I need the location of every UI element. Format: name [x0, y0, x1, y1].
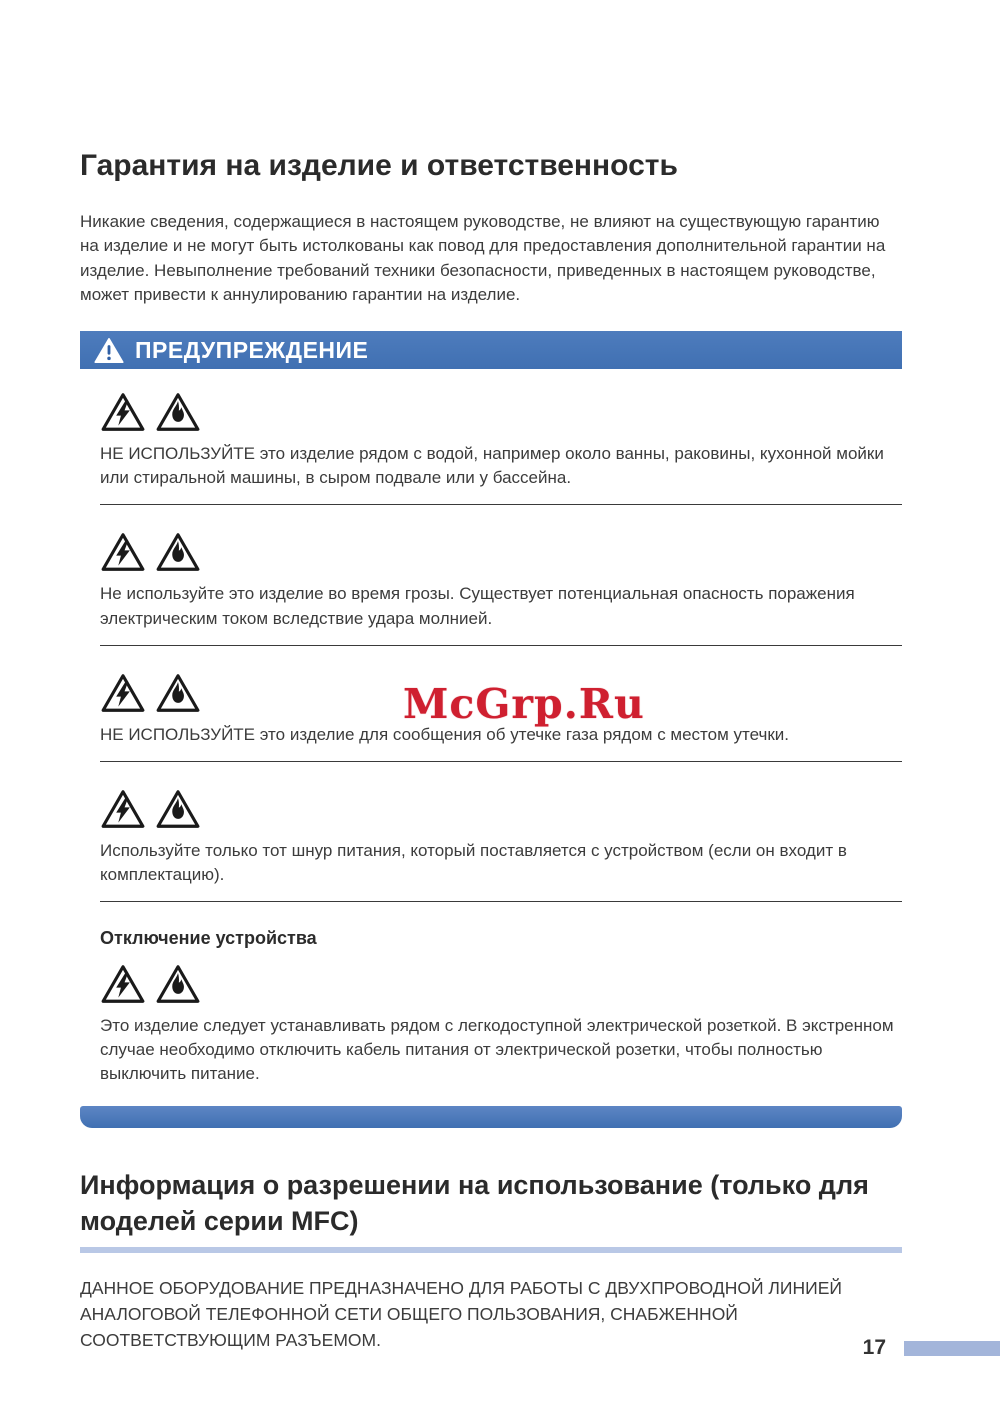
- warning-text: Это изделие следует устанавливать рядом с легкодоступной электрической розеткой. В экстренном случае необходимо отключить кабель питания от электрической розетки, чтобы полностью выключить питание.: [100, 1016, 894, 1084]
- flammable-triangle-icon: [155, 672, 201, 714]
- alert-triangle-icon: [94, 337, 124, 364]
- flammable-triangle-icon: [155, 788, 201, 830]
- flammable-triangle-icon: [155, 531, 201, 573]
- high-voltage-triangle-icon: [100, 672, 146, 714]
- warning-banner-label: ПРЕДУПРЕЖДЕНИЕ: [135, 336, 369, 363]
- hazard-icons: [100, 391, 902, 433]
- high-voltage-triangle-icon: [100, 531, 146, 573]
- warning-text: НЕ ИСПОЛЬЗУЙТЕ это изделие для сообщения об утечке газа рядом с местом утечки.: [100, 724, 790, 744]
- page-number: 17: [862, 1336, 886, 1359]
- watermark: McGrp.Ru: [403, 680, 645, 728]
- warning-item: [80, 788, 902, 902]
- disconnect-heading: Отключение устройства: [100, 928, 317, 949]
- flammable-triangle-icon: [155, 391, 201, 433]
- hazard-icons: [100, 788, 902, 830]
- warning-text: НЕ ИСПОЛЬЗУЙТЕ это изделие рядом с водой, например около ванны, раковины, кухонной мойки или стиральной машины, в сыром подвале или у бассейна.: [100, 444, 884, 488]
- warning-text: Используйте только тот шнур питания, который поставляется с устройством (если он входит в комплектацию).: [100, 840, 847, 884]
- divider: [100, 645, 902, 646]
- high-voltage-triangle-icon: [100, 788, 146, 830]
- warning-item: [80, 963, 902, 1086]
- document-page: [80, 0, 902, 1353]
- page-number-bar: [904, 1341, 1000, 1356]
- divider: [100, 761, 902, 762]
- warning-banner: [80, 331, 902, 369]
- hazard-icons: [100, 531, 902, 573]
- high-voltage-triangle-icon: [100, 391, 146, 433]
- high-voltage-triangle-icon: [100, 963, 146, 1005]
- flammable-triangle-icon: [155, 963, 201, 1005]
- divider: [100, 901, 902, 902]
- warning-item: [80, 531, 902, 645]
- warning-item: [80, 391, 902, 505]
- intro-paragraph: Никакие сведения, содержащиеся в настоящем руководстве, не влияют на существующую гарантию на изделие и не могут быть истолкованы как повод для предоставления дополнительной гарантии на изделие. Невыполнение требований техники безопасности, приведенных в настоящем руководстве, может привести к аннулированию гарантии на изделие.: [80, 212, 886, 304]
- page-title: Гарантия на изделие и ответственность: [80, 149, 678, 182]
- section-title-rule: [80, 1247, 902, 1253]
- warning-box-bottom-bar: [80, 1106, 902, 1128]
- divider: [100, 504, 902, 505]
- section-paragraph: ДАННОЕ ОБОРУДОВАНИЕ ПРЕДНАЗНАЧЕНО ДЛЯ РАБОТЫ С ДВУХПРОВОДНОЙ ЛИНИЕЙ АНАЛОГОВОЙ ТЕЛЕФОННОЙ СЕТИ ОБЩЕГО ПОЛЬЗОВАНИЯ, СНАБЖЕННОЙ СООТВЕТСТВУЮЩИМ РАЗЪЕМОМ.: [80, 1277, 842, 1351]
- page-footer: [863, 1336, 1000, 1360]
- section-title: Информация о разрешении на использование (только для моделей серии MFC): [80, 1170, 869, 1236]
- hazard-icons: [100, 963, 902, 1005]
- warning-text: Не используйте это изделие во время грозы. Существует потенциальная опасность поражения электрическим током вследствие удара молнией.: [100, 584, 855, 628]
